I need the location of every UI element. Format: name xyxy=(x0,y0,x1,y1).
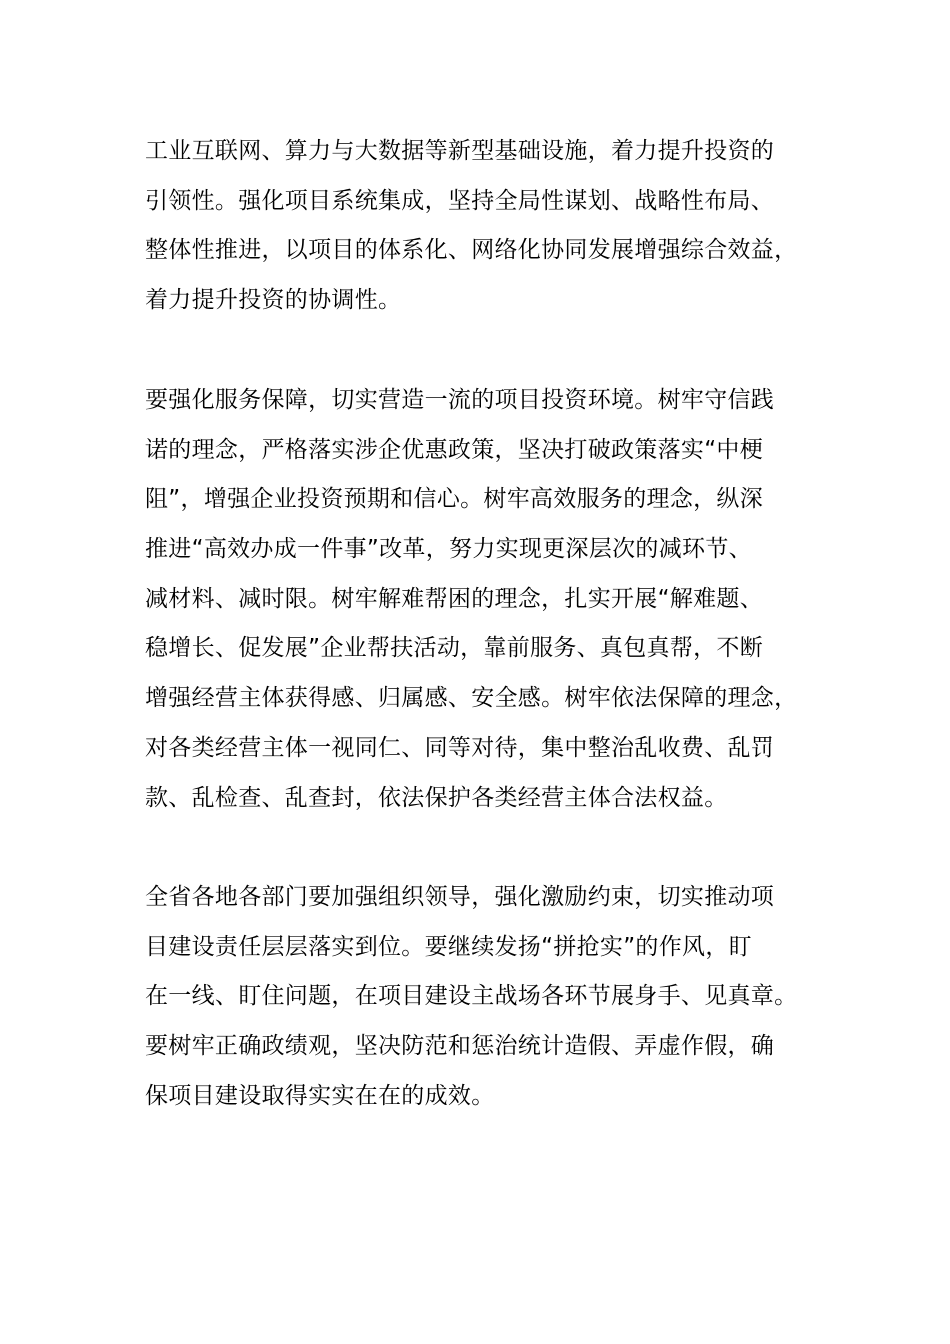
text-line: 诺的理念，严格落实涉企优惠政策，坚决打破政策落实“中梗 xyxy=(145,436,764,463)
text-line: 减材料、减时限。树牢解难帮困的理念，扎实开展“解难题、 xyxy=(145,585,764,612)
text-line: 要强化服务保障，切实营造一流的项目投资环境。树牢守信践 xyxy=(145,387,775,413)
text-line: 整体性推进，以项目的体系化、网络化协同发展增强综合效益， xyxy=(145,237,798,264)
text-line: 款、乱检查、乱查封，依法保护各类经营主体合法权益。 xyxy=(145,784,728,811)
text-line: 要树牢正确政绩观，坚决防范和惩治统计造假、弄虚作假，确 xyxy=(145,1033,775,1060)
text-line: 工业互联网、算力与大数据等新型基础设施，着力提升投资的 xyxy=(145,138,775,164)
paragraph-3 xyxy=(145,873,835,1121)
text-line: 保项目建设取得实实在在的成效。 xyxy=(145,1082,495,1109)
text-line: 着力提升投资的协调性。 xyxy=(145,287,402,314)
text-line: 目建设责任层层落实到位。要继续发扬“拼抢实”的作风，盯 xyxy=(145,933,752,960)
text-line: 阻”，增强企业投资预期和信心。树牢高效服务的理念，纵深 xyxy=(145,486,764,513)
text-line: 稳增长、促发展”企业帮扶活动，靠前服务、真包真帮，不断 xyxy=(145,635,764,662)
paragraph-1 xyxy=(145,127,835,326)
text-line: 增强经营主体获得感、归属感、安全感。树牢依法保障的理念， xyxy=(145,685,798,712)
paragraph-2 xyxy=(145,376,835,823)
text-line: 全省各地各部门要加强组织领导，强化激励约束，切实推动项 xyxy=(145,884,775,910)
text-line: 在一线、盯住问题，在项目建设主战场各环节展身手、见真章。 xyxy=(145,983,798,1010)
text-line: 对各类经营主体一视同仁、同等对待，集中整治乱收费、乱罚 xyxy=(145,734,775,761)
text-line: 推进“高效办成一件事”改革，努力实现更深层次的减环节、 xyxy=(145,536,752,563)
text-line: 引领性。强化项目系统集成，坚持全局性谋划、战略性布局、 xyxy=(145,187,775,214)
